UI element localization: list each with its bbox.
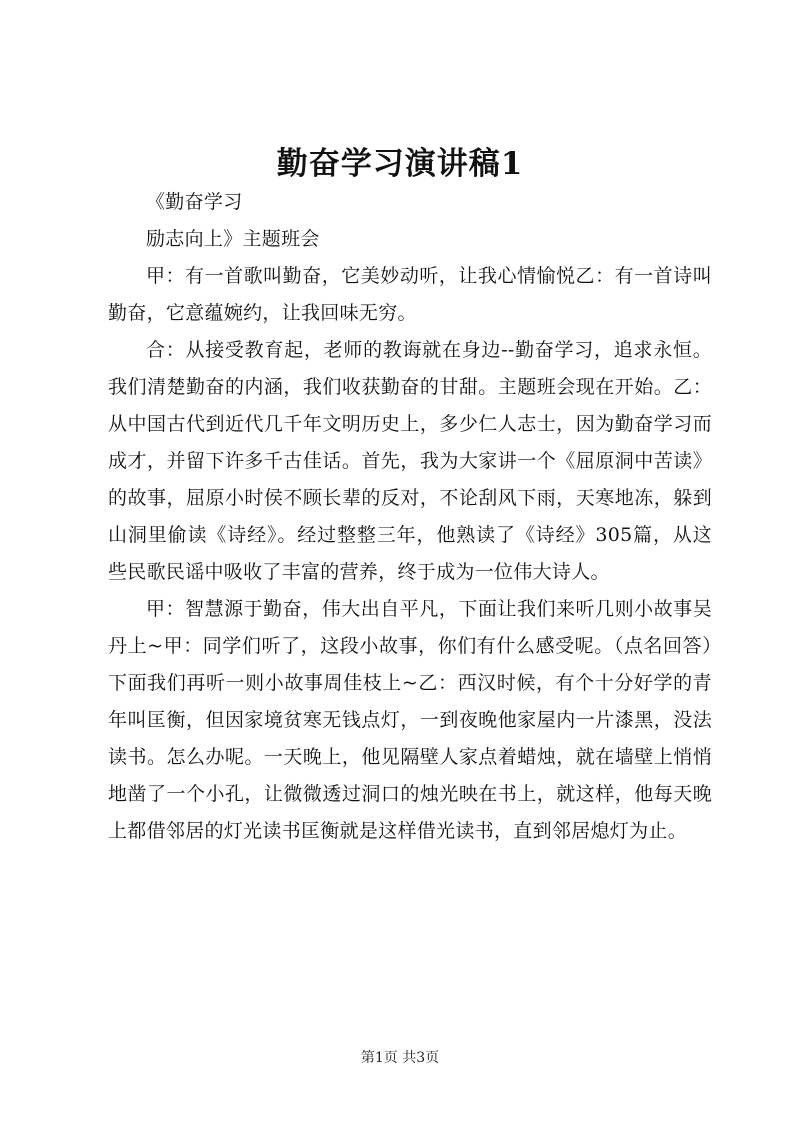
document-title: 勤奋学习演讲稿1 (276, 146, 524, 182)
document-body (108, 184, 712, 850)
paragraph-3: 甲：有一首歌叫勤奋，它美妙动听，让我心情愉悦乙：有一首诗叫勤奋，它意蕴婉约，让我回味无穷。 (108, 265, 712, 324)
paragraph-5: 甲：智慧源于勤奋，伟大出自平凡，下面让我们来听几则小故事吴丹上~甲：同学们听了，这段小故事，你们有什么感受呢。（点名回答）下面我们再听一则小故事周佳枝上~乙：西汉时候，有个十分好学的青年叫匡衡，但因家境贫寒无钱点灯，一到夜晚他家屋内一片漆黑，没法读书。怎么办呢。一天晚上，他见隔壁人家点着蜡烛，就在墙壁上悄悄地凿了一个小孔，让微微透过洞口的烛光映在书上，就这样，他每天晚上都借邻居的灯光读书匡衡就是这样借光读书，直到邻居熄灯为止。 (108, 598, 712, 842)
page-number-footer: 第1页 共3页 (360, 1050, 440, 1066)
paragraph-1: 《勤奋学习 (146, 191, 243, 213)
paragraph-4: 合：从接受教育起，老师的教诲就在身边--勤奋学习，追求永恒。我们清楚勤奋的内涵，我们收获勤奋的甘甜。主题班会现在开始。乙：从中国古代到近代几千年文明历史上，多少仁人志士，因为勤奋学习而成才，并留下许多千古佳话。首先，我为大家讲一个《屈原洞中苦读》的故事，屈原小时侯不顾长辈的反对，不论刮风下雨，天寒地冻，躲到山洞里偷读《诗经》。经过整整三年，他熟读了《诗经》305篇，从这些民歌民谣中吸收了丰富的营养，终于成为一位伟大诗人。 (108, 339, 712, 583)
paragraph-2: 励志向上》主题班会 (146, 228, 320, 250)
